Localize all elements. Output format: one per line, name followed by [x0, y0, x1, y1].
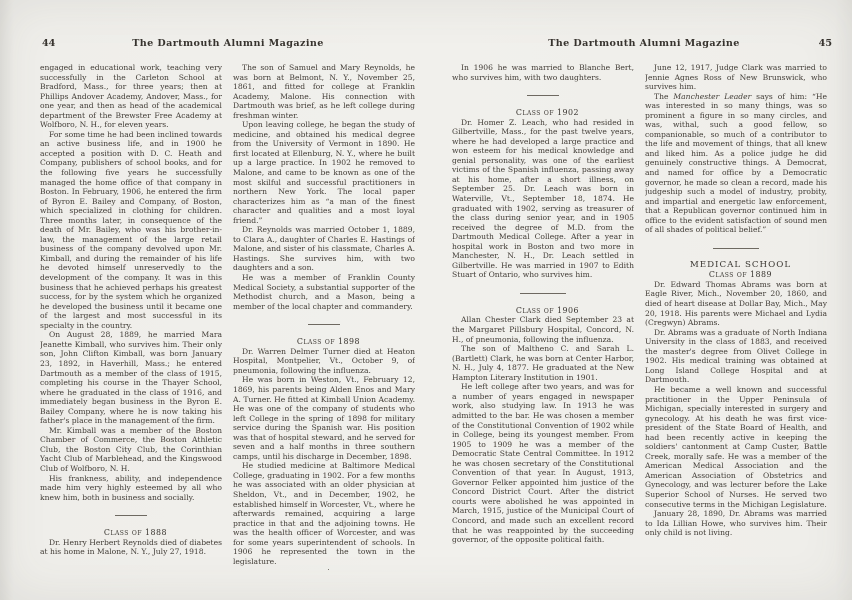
paragraph-text: The: [654, 91, 674, 101]
obituary-paragraph: The son of Samuel and Mary Reynolds, he was born at Belmont, N. Y., November 25, 1861, and fitted for college at Franklin Academy, Malone. His connection with Dartmouth was brief, as he left college during freshman winter.: [233, 63, 415, 120]
section-divider: [115, 515, 147, 516]
heading-class-of-1898: Class of 1898: [296, 337, 361, 347]
page-44-columns: [40, 63, 416, 595]
page-44: [40, 38, 416, 595]
page-44-header: [40, 38, 416, 54]
page-number: 44: [42, 38, 56, 49]
magazine-title: The Dartmouth Alumni Magazine: [132, 38, 324, 49]
page-45-column-1: [452, 63, 634, 595]
heading-class-of-1906: Class of 1906: [515, 305, 580, 315]
page-number: 45: [818, 38, 832, 49]
obituary-paragraph: Upon leaving college, he began the study of medicine, and obtained his medical degree from the University of Vermont in 1890. He first located at Ellenburg, N. Y., where he built up a large practice. In 1902 he removed to Malone, and came to be known as one of the most skilful and successful practitioners in northern New York. The local paper characterizes him as “a man of the finest character and qualities and a most loyal friend.”: [233, 120, 415, 225]
obituary-paragraph: The son of Maltheno C. and Sarah L. (Bartlett) Clark, he was born at Center Harbor, N. H., July 4, 1877. He graduated at the New Hampton Literary Institution in 1901.: [452, 344, 634, 382]
obituary-paragraph: He left college after two years, and was for a number of years engaged in newspaper work, also studying law. In 1913 he was admitted to the bar. He was chosen a member of the Constitutional Convention of 1902 while in College, being its youngest member. From 1905 to 1909 he was a member of the Democratic State Central Committee. In 1912 he was chosen secretary of the Constitutional Convention of that year. In August, 1913, Governor Felker appointed him justice of the Concord District Court. After the district courts were abolished he was appointed in March, 1915, justice of the Municipal Court of Concord, and made such an excellent record that he was reappointed by the succeeding governor, of the opposite political faith.: [452, 382, 634, 545]
obituary-paragraph: engaged in educational work, teaching very successfully in the Carleton School at Bradford, Mass., for three years; then at Phillips Andover Academy, Andover, Mass., for one year, and then as head of the academical department of the Brewster Free Academy at Wolfboro, N. H., for eleven years.: [40, 63, 222, 130]
obituary-paragraph: He became a well known and successful practitioner in the Upper Peninsula of Michigan, specially interested in surgery and gynecology. At his death he was first vice-president of the State Board of Health, and had been recently active in keeping the soldiers' cantonment at Camp Custer, Battle Creek, morally safe. He was a member of the American Medical Association and the American Association of Obstetrics and Gynecology, and was lecturer before the Lake Superior School of Nurses. He served two consecutive terms in the Michigan Legislature.: [645, 384, 827, 509]
section-divider: [520, 293, 566, 294]
obituary-paragraph: His frankness, ability, and independence made him very highly esteemed by all who knew him, both in business and socially.: [40, 473, 222, 502]
magazine-title: The Dartmouth Alumni Magazine: [548, 38, 740, 49]
section-divider: [713, 248, 759, 249]
page-45-column-2: [645, 63, 827, 595]
section-divider: [308, 324, 340, 325]
obituary-paragraph: In 1906 he was married to Blanche Bert, who survives him, with two daughters.: [452, 63, 634, 82]
obituary-paragraph: He studied medicine at Baltimore Medical College, graduating in 1902. For a few months he was associated with an older physician at Sheldon, Vt., and in December, 1902, he established himself in Worcester, Vt., where he afterwards remained, acquiring a large practice in that and the adjoining towns. He was the health officer of Worcester, and was for some years superintendent of schools. In 1906 he represented the town in the legislature.: [233, 461, 415, 566]
obituary-paragraph: Dr. Henry Herbert Reynolds died of diabetes at his home in Malone, N. Y., July 27, 1918.: [40, 537, 222, 557]
obituary-paragraph: He was a member of Franklin County Medical Society, a substantial supporter of the Methodist church, and a Mason, being a member of the local chapter and commandery.: [233, 273, 415, 311]
obituary-paragraph: Mr. Kimball was a member of the Boston Chamber of Commerce, the Boston Athletic Club, the Boston City Club, the Corinthian Yacht Club of Marblehead, and the Kingswood Club of Wolfboro, N. H.: [40, 425, 222, 473]
obituary-paragraph: Dr. Homer Z. Leach, who had resided in Gilbertville, Mass., for the past twelve years, where he had developed a large practice and won esteem for his medical knowledge and genial personality, was one of the earliest victims of the Spanish influenza, passing away at his home, after a short illness, on September 25. Dr. Leach was born in Waterville, Vt., September 18, 1874. He graduated with 1902, serving as treasurer of the class during senior year, and in 1905 received the degree of M.D. from the Dartmouth Medical College. After a year in hospital work in Boston and two more in Manchester, N. H., Dr. Leach settled in Gilbertville. He was married in 1907 to Edith Stuart of Ontario, who survives him.: [452, 117, 634, 280]
heading-class-of-1888: Class of 1888: [103, 528, 168, 538]
page-44-column-1: [40, 63, 222, 595]
obituary-paragraph: Dr. Warren Delmer Turner died at Heaton Hospital, Montpelier, Vt., October 9, of pneumonia, following the influenza.: [233, 346, 415, 375]
obituary-paragraph: January 28, 1890, Dr. Abrams was married to Ida Lillian Howe, who survives him. Their only child is not living.: [645, 509, 827, 538]
publication-name-italic: Manchester Leader: [673, 91, 752, 101]
page-45: [452, 38, 836, 595]
obituary-paragraph: Dr. Edward Thomas Abrams was born at Eagle River, Mich., November 20, 1860, and died of heart disease at Dollar Bay, Mich., May 20, 1918. His parents were Michael and Lydia (Cregwyn) Abrams.: [645, 279, 827, 328]
obituary-paragraph: [645, 92, 827, 235]
obituary-paragraph: Allan Chester Clark died September 23 at the Margaret Pillsbury Hospital, Concord, N. H., of pneumonia, following the influenza.: [452, 315, 634, 344]
heading-class-of-1889: Class of 1889: [708, 270, 773, 280]
page-44-column-2: [233, 63, 415, 595]
heading-class-of-1902: Class of 1902: [515, 108, 580, 118]
page-45-header: [452, 38, 836, 54]
printers-mark: ·: [327, 566, 330, 575]
section-divider: [527, 95, 559, 96]
obituary-paragraph: For some time he had been inclined towards an active business life, and in 1900 he accepted a position with D. C. Heath and Company, publishers of school books, and for the following five years he successfully managed the home office of that company in Boston. In February, 1906, he entered the firm of Byron E. Bailey and Company, of Boston, which specialized in clothing for children. Three months later, in consequence of the death of Mr. Bailey, who was his brother-in-law, the management of the large retail business of the company devolved upon Mr. Kimball, and during the remainder of his life he devoted himself unreservedly to the development of the company. It was in this business that he achieved perhaps his greatest success, for by the system which he organized he developed the business until it became one of the largest and most successful in its specialty in the country.: [40, 129, 222, 330]
obituary-paragraph: He was born in Weston, Vt., February 12, 1869, his parents being Alden Enos and Mary A. Turner. He fitted at Kimball Union Academy. He was one of the company of students who left College in the spring of 1898 for military service during the Spanish war. His position was that of hospital steward, and he served for seven and a half months in three southern camps, until his discharge in December, 1898.: [233, 375, 415, 461]
page-45-columns: [452, 63, 836, 595]
paragraph-text: says of him: “He was interested in so many things, was so prominent a figure in so many circles, and was, withal, such a good fellow, so companionable, so much of a contributor to the life and movement of things, that all knew and liked him. As a police judge he did genuinely constructive things. A Democrat, and named for office by a Democratic governor, he made so clean a record, made his judgeship such a model of industry, probity, and impartial and energetic law enforcement, that a Republican governor continued him in office to the evident satisfaction of sound men of all shades of political belief.”: [645, 91, 827, 235]
obituary-paragraph: Dr. Abrams was a graduate of North Indiana University in the class of 1883, and received the master's degree from Olivet College in 1902. His medical training was obtained at Long Island College Hospital and at Dartmouth.: [645, 327, 827, 385]
obituary-paragraph: June 12, 1917, Judge Clark was married to Jennie Agnes Ross of New Brunswick, who survives him.: [645, 63, 827, 92]
obituary-paragraph: On August 28, 1889, he married Mara Jeanette Kimball, who survives him. Their only son, John Clifton Kimball, was born January 23, 1892, in Haverhill, Mass.; he entered Dartmouth as a member of the class of 1915, completing his course in the Thayer School, where he graduated in the class of 1916, and immediately began business in the Byron E. Bailey Company, where he is now taking his father's place in the management of the firm.: [40, 330, 222, 426]
obituary-paragraph: Dr. Reynolds was married October 1, 1889, to Clara A., daughter of Charles E. Hastings of Malone, and sister of his classmate, Charles A. Hastings. She survives him, with two daughters and a son.: [233, 225, 415, 273]
heading-medical-school: MEDICAL SCHOOL: [689, 259, 792, 270]
